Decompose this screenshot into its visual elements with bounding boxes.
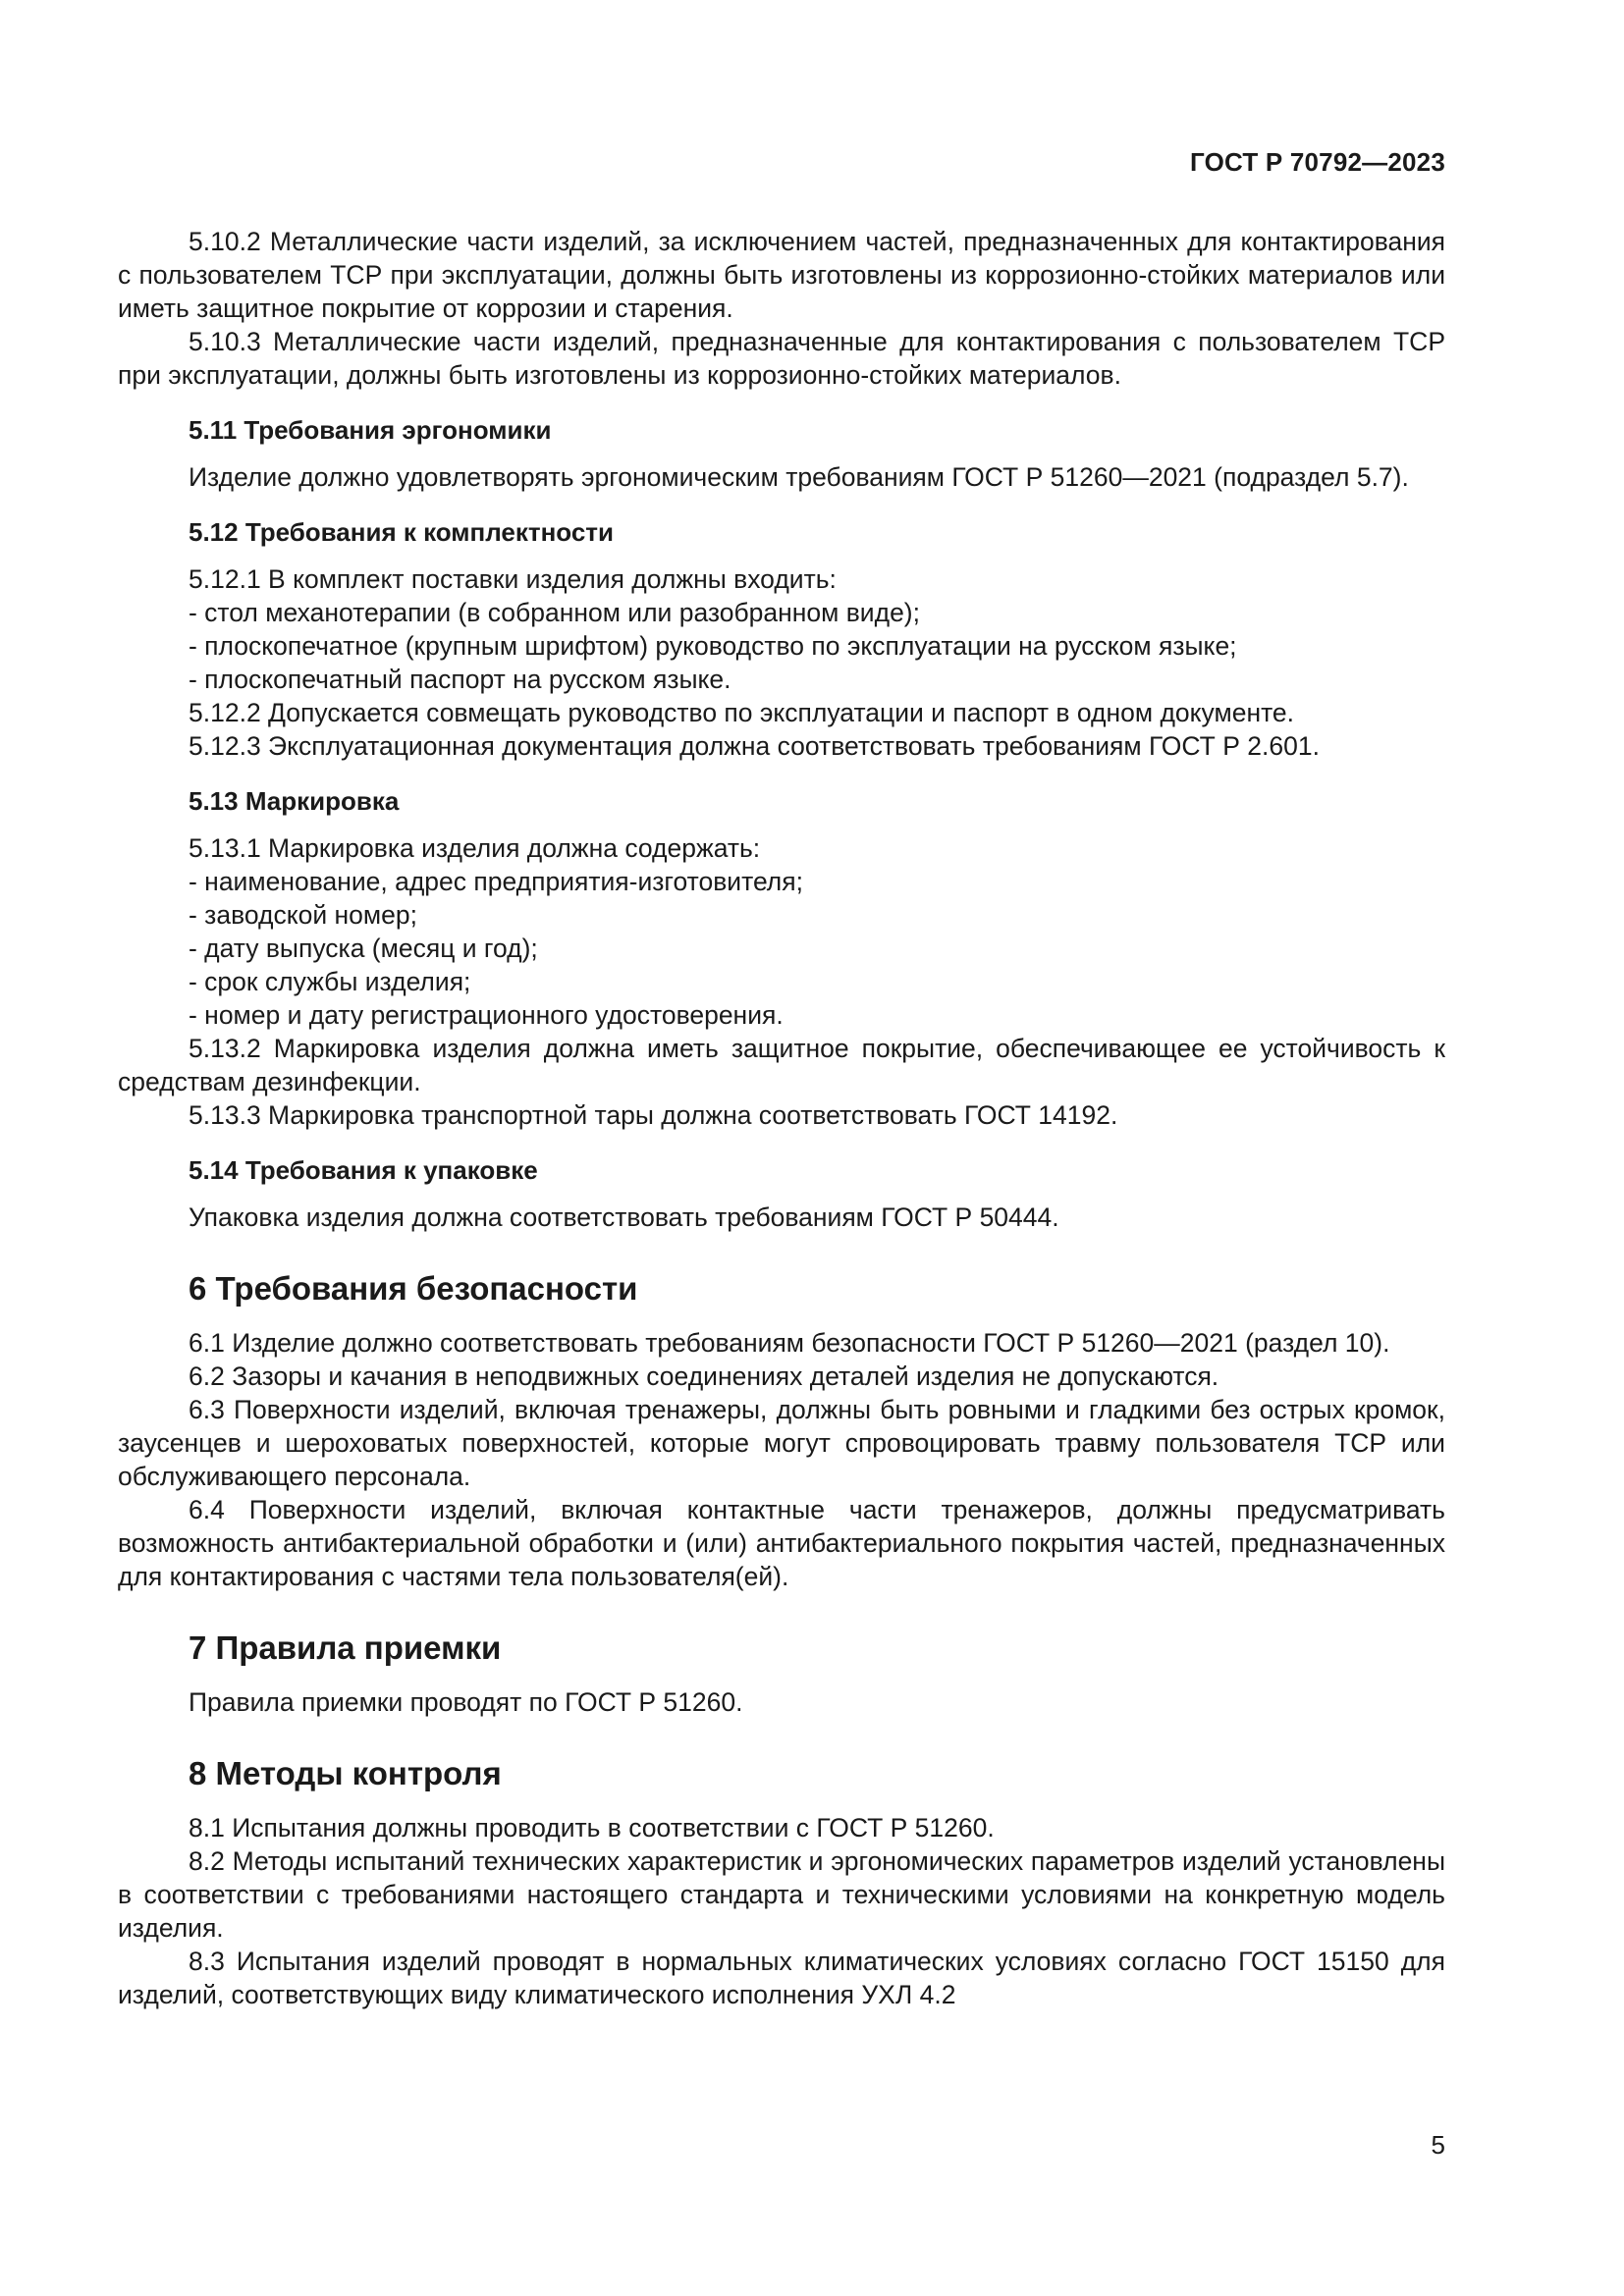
list-item: - плоскопечатный паспорт на русском языке.	[189, 665, 731, 694]
document-code: ГОСТ Р 70792—2023	[1190, 147, 1445, 177]
page-number: 5	[1431, 2130, 1445, 2160]
paragraph-8-3: 8.3 Испытания изделий проводят в нормальных климатических условиях согласно ГОСТ 15150 для изделий, соответствующих виду климатического исполнения УХЛ 4.2	[118, 1947, 1445, 2009]
heading-section-7: 7 Правила приемки	[189, 1629, 502, 1666]
list-item: - стол механотерапии (в собранном или разобранном виде);	[189, 598, 920, 627]
list-item: - заводской номер;	[189, 900, 417, 930]
paragraph-5-12-1: 5.12.1 В комплект поставки изделия должны входить:	[189, 564, 837, 594]
paragraph-6-1: 6.1 Изделие должно соответствовать требованиям безопасности ГОСТ Р 51260—2021 (раздел 10).	[189, 1328, 1390, 1358]
paragraph-6-3: 6.3 Поверхности изделий, включая тренажеры, должны быть ровными и гладкими без острых кромок, заусенцев и шероховатых поверхностей, которые могут спровоцировать травму пользователя ТСР или обслуживающего персонала.	[118, 1395, 1445, 1491]
paragraph-5-13-2: 5.13.2 Маркировка изделия должна иметь защитное покрытие, обеспечивающее ее устойчивость к средствам дезинфекции.	[118, 1034, 1445, 1096]
paragraph-6-4: 6.4 Поверхности изделий, включая контактные части тренажеров, должны предусматривать возможность антибактериальной обработки и (или) антибактериального покрытия частей, предназначенных для контактирования с частями тела пользователя(ей).	[118, 1495, 1445, 1591]
document-page	[118, 0, 1445, 2296]
list-item: - срок службы изделия;	[189, 967, 471, 996]
list-item: - наименование, адрес предприятия-изготовителя;	[189, 867, 803, 896]
heading-section-8: 8 Методы контроля	[189, 1755, 502, 1791]
paragraph-8-2: 8.2 Методы испытаний технических характеристик и эргономических параметров изделий установлены в соответствии с требованиями настоящего стандарта и техническими условиями на конкретную модель изделия.	[118, 1846, 1445, 1943]
paragraph-6-2: 6.2 Зазоры и качания в неподвижных соединениях деталей изделия не допускаются.	[189, 1362, 1219, 1391]
paragraph-5-13-1: 5.13.1 Маркировка изделия должна содержать:	[189, 833, 761, 863]
list-item: - дату выпуска (месяц и год);	[189, 934, 538, 963]
paragraph-8-1: 8.1 Испытания должны проводить в соответствии с ГОСТ Р 51260.	[189, 1813, 995, 1842]
list-item: - плоскопечатное (крупным шрифтом) руководство по эксплуатации на русском языке;	[189, 631, 1237, 661]
paragraph-7: Правила приемки проводят по ГОСТ Р 51260.	[189, 1687, 743, 1717]
heading-5-12: 5.12 Требования к комплектности	[189, 517, 615, 547]
paragraph-5-11: Изделие должно удовлетворять эргономическим требованиям ГОСТ Р 51260—2021 (подраздел 5.7).	[189, 462, 1409, 492]
paragraph-5-12-2: 5.12.2 Допускается совмещать руководство по эксплуатации и паспорт в одном документе.	[189, 698, 1295, 727]
heading-5-11: 5.11 Требования эргономики	[189, 415, 552, 445]
paragraph-5-10-2: 5.10.2 Металлические части изделий, за исключением частей, предназначенных для контактирования с пользователем ТСР при эксплуатации, должны быть изготовлены из коррозионно-стойких материалов или иметь защитное покрытие от коррозии и старения.	[118, 227, 1445, 323]
heading-section-6: 6 Требования безопасности	[189, 1270, 638, 1307]
paragraph-5-13-3: 5.13.3 Маркировка транспортной тары должна соответствовать ГОСТ 14192.	[189, 1100, 1118, 1130]
paragraph-5-10-3: 5.10.3 Металлические части изделий, предназначенные для контактирования с пользователем ТСР при эксплуатации, должны быть изготовлены из коррозионно-стойких материалов.	[118, 327, 1445, 390]
document-body	[118, 225, 1445, 2011]
heading-5-13: 5.13 Маркировка	[189, 786, 400, 816]
paragraph-5-14: Упаковка изделия должна соответствовать требованиям ГОСТ Р 50444.	[189, 1202, 1059, 1232]
paragraph-5-12-3: 5.12.3 Эксплуатационная документация должна соответствовать требованиям ГОСТ Р 2.601.	[189, 731, 1320, 761]
list-item: - номер и дату регистрационного удостоверения.	[189, 1000, 784, 1030]
heading-5-14: 5.14 Требования к упаковке	[189, 1155, 538, 1185]
